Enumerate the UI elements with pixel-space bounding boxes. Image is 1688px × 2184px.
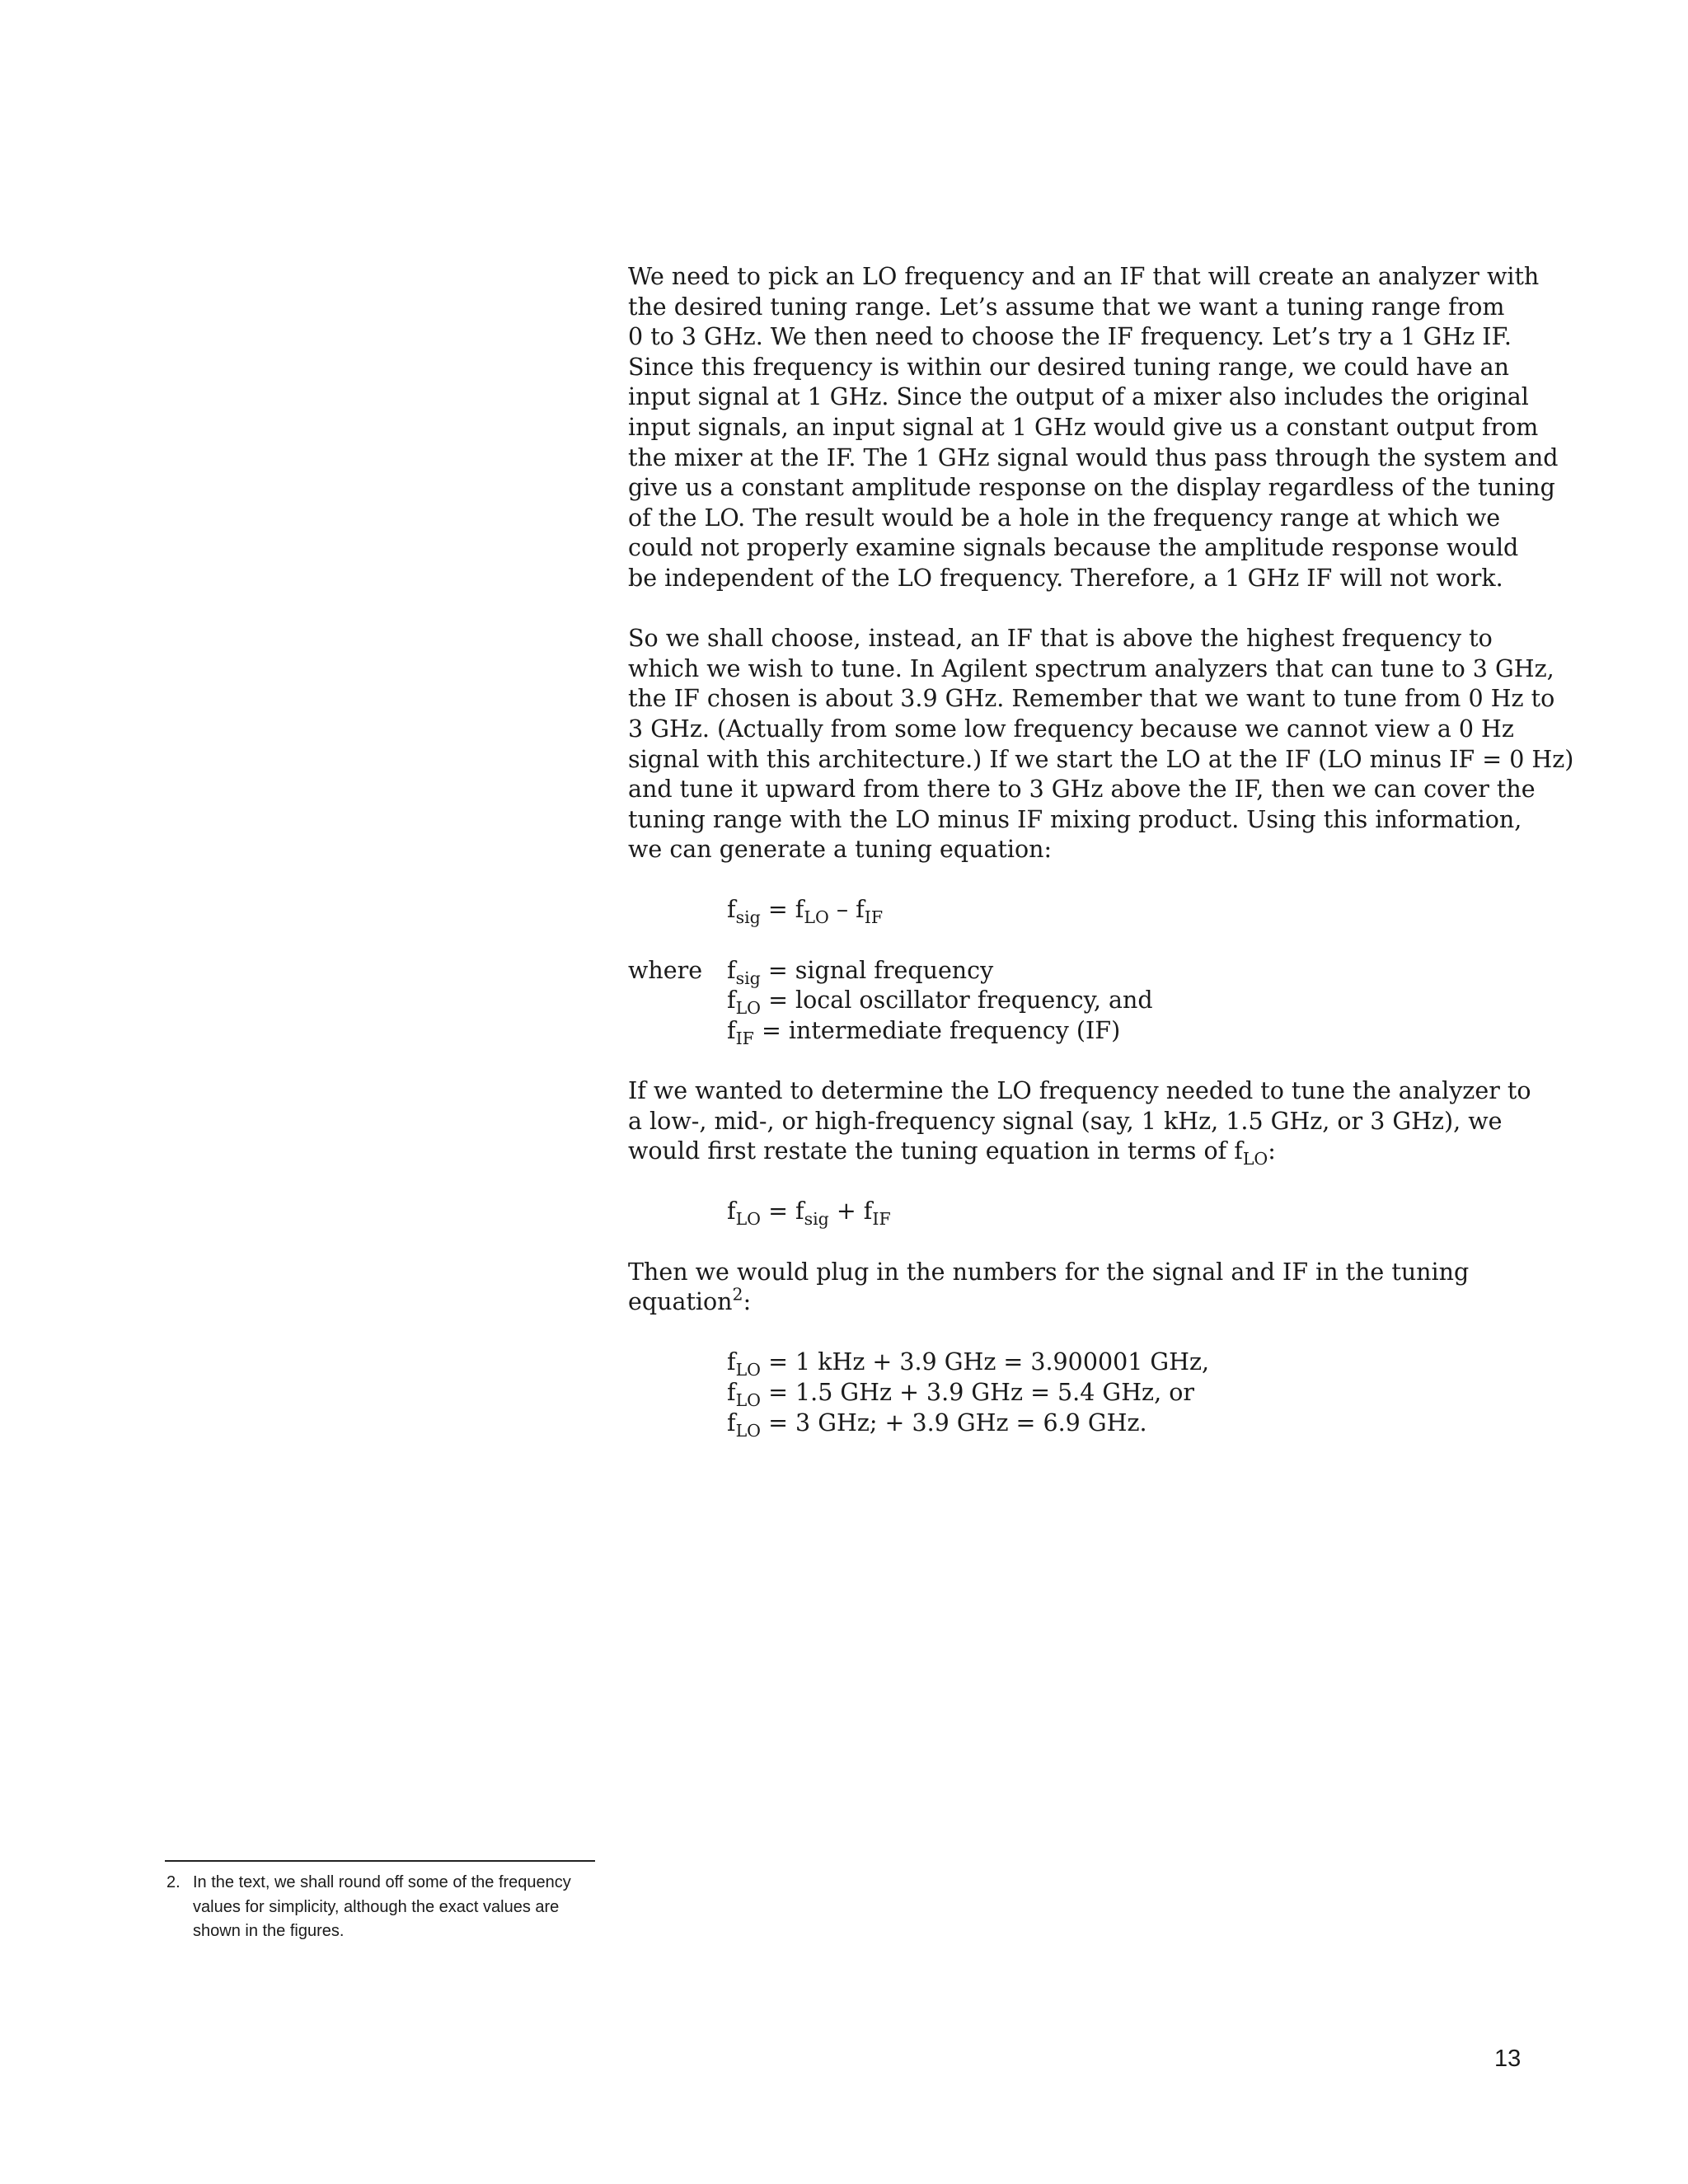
eq-sub: LO [804, 907, 829, 928]
text-punct: : [743, 1288, 752, 1316]
text-line: 3 GHz. (Actually from some low frequency because we cannot view a 0 Hz [628, 715, 1514, 743]
eq-sub: sig [804, 1209, 829, 1230]
def-f: f [727, 1016, 736, 1044]
def-sub: sig [735, 968, 761, 988]
text-line: Since this frequency is within our desired tuning range, we could have an [628, 353, 1510, 381]
text-line: be independent of the LO frequency. Therefore, a 1 GHz IF will not work. [628, 564, 1503, 592]
text-line: If we wanted to determine the LO frequency needed to tune the analyzer to [628, 1077, 1531, 1105]
eq-sub: IF [872, 1209, 891, 1230]
def-sub: LO [735, 998, 762, 1019]
text-line: the IF chosen is about 3.9 GHz. Remember that we want to tune from 0 Hz to [628, 685, 1555, 713]
main-text-column [628, 262, 1574, 1469]
text-punct: : [1268, 1137, 1276, 1165]
text-line: signal with this architecture.) If we start the LO at the IF (LO minus IF = 0 Hz) [628, 745, 1574, 773]
text-line: give us a constant amplitude response on the display regardless of the tuning [628, 474, 1555, 502]
text-line: input signals, an input signal at 1 GHz would give us a constant output from [628, 413, 1539, 441]
paragraph-if-selection [628, 262, 1559, 594]
eq-sub: sig [735, 907, 761, 928]
page-number: 13 [1494, 2046, 1522, 2072]
tuning-equation [628, 895, 1518, 926]
where-definitions [628, 956, 1518, 1047]
text-line: tuning range with the LO minus IF mixing product. Using this information, [628, 805, 1522, 833]
text-line: Then we would plug in the numbers for the signal and IF in the tuning [628, 1258, 1470, 1286]
def-sub: IF [735, 1029, 754, 1049]
footnote-line: shown in the figures. [193, 1922, 345, 1940]
text-line: input signal at 1 GHz. Since the output of a mixer also includes the original [628, 383, 1529, 411]
eq-f: f [727, 1408, 736, 1436]
text-sub: LO [1242, 1149, 1268, 1169]
def-text: = signal frequency [760, 956, 994, 984]
eq-text: = 1.5 GHz + 3.9 GHz = 5.4 GHz, or [761, 1378, 1194, 1406]
eq-f: f [727, 896, 736, 924]
eq-text: = 1 kHz + 3.9 GHz = 3.900001 GHz, [761, 1348, 1210, 1376]
eq-sub: LO [735, 1209, 762, 1230]
text-line: So we shall choose, instead, an IF that is above the highest frequency to [628, 625, 1493, 653]
eq-text: – f [828, 896, 865, 924]
lo-calculations [628, 1347, 1518, 1441]
footnote [166, 1871, 595, 1944]
paragraph-restate [628, 1076, 1531, 1169]
footnote-divider [165, 1860, 595, 1862]
text-line: which we wish to tune. In Agilent spectrum analyzers that can tune to 3 GHz, [628, 654, 1554, 682]
eq-text: = f [761, 1197, 804, 1226]
paragraph-plug-in [628, 1258, 1518, 1318]
def-text: = local oscillator frequency, and [761, 987, 1153, 1015]
footnote-reference: 2 [732, 1284, 743, 1305]
def-text: = intermediate frequency (IF) [753, 1016, 1121, 1044]
text-line: We need to pick an LO frequency and an IF that will create an analyzer with [628, 263, 1540, 290]
text-line: could not properly examine signals because the amplitude response would [628, 534, 1519, 562]
text-line: we can generate a tuning equation: [628, 836, 1053, 864]
text-line: equation [628, 1288, 733, 1316]
text-line: would first restate the tuning equation in terms of f [628, 1137, 1243, 1165]
eq-text: = 3 GHz; + 3.9 GHz = 6.9 GHz. [761, 1408, 1147, 1436]
eq-f: f [727, 1378, 736, 1406]
eq-text: = f [760, 896, 804, 924]
text-line: the mixer at the IF. The 1 GHz signal would thus pass through the system and [628, 443, 1559, 471]
text-line: and tune it upward from there to 3 GHz above the IF, then we can cover the [628, 776, 1536, 804]
eq-sub: LO [735, 1420, 762, 1441]
eq-sub: LO [735, 1360, 762, 1380]
eq-sub: LO [735, 1390, 762, 1411]
text-line: 0 to 3 GHz. We then need to choose the IF frequency. Let’s try a 1 GHz IF. [628, 323, 1512, 351]
text-line: of the LO. The result would be a hole in the frequency range at which we [628, 504, 1501, 532]
footnote-number: 2. [166, 1873, 181, 1891]
where-label: where [628, 956, 703, 984]
text-line: the desired tuning range. Let’s assume that we want a tuning range from [628, 293, 1505, 321]
eq-f: f [727, 1348, 736, 1376]
paragraph-high-if [628, 624, 1574, 865]
footnote-line: values for simplicity, although the exact values are [193, 1897, 560, 1916]
lo-equation [628, 1197, 1518, 1230]
eq-text: + f [828, 1197, 873, 1226]
def-f: f [727, 987, 736, 1015]
def-f: f [727, 956, 736, 984]
eq-sub: IF [864, 907, 884, 928]
footnote-line: In the text, we shall round off some of the frequency [193, 1873, 571, 1891]
text-line: a low-, mid-, or high-frequency signal (say, 1 kHz, 1.5 GHz, or 3 GHz), we [628, 1107, 1503, 1135]
eq-f: f [727, 1197, 736, 1226]
